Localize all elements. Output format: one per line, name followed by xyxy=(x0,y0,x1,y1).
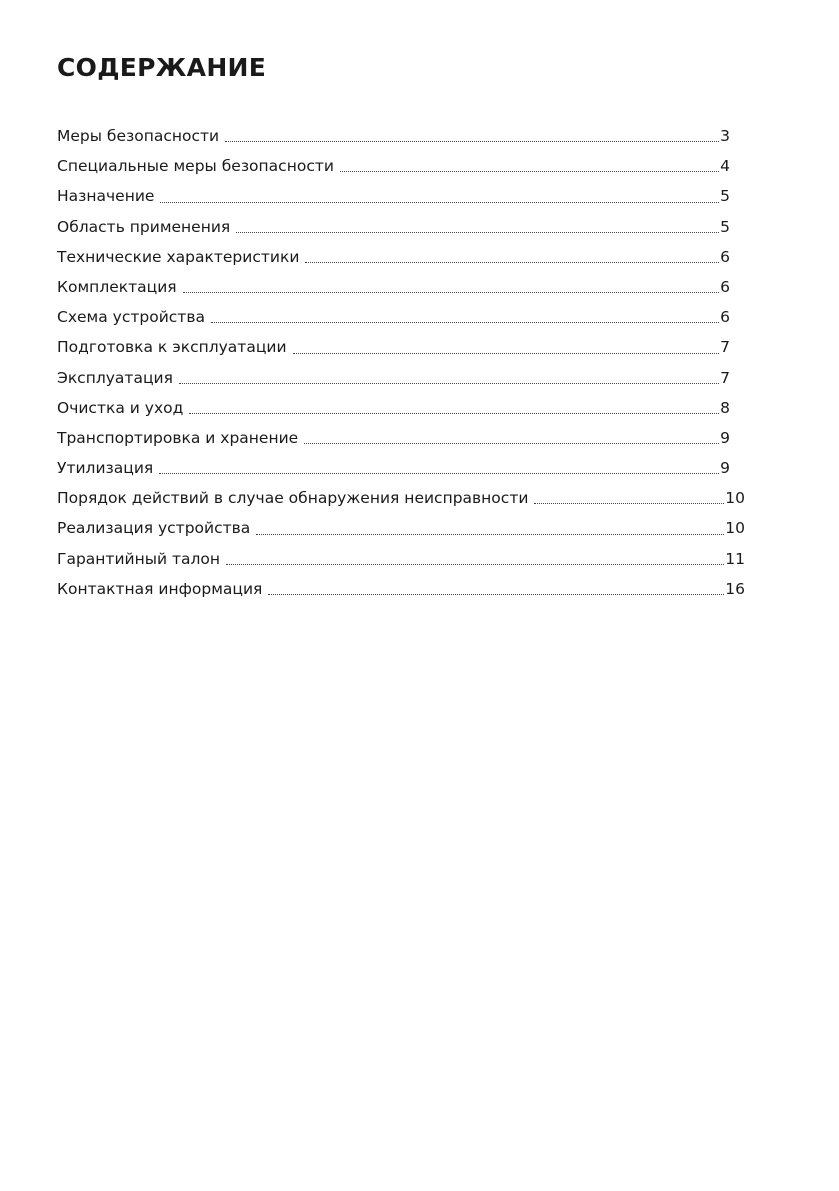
toc-page-number: 7 xyxy=(720,338,730,357)
toc-entry-11 xyxy=(57,423,730,453)
toc-entry-5 xyxy=(57,242,730,272)
toc-entry-15 xyxy=(57,544,745,574)
toc-entry-13 xyxy=(57,483,745,513)
toc-dot-leader xyxy=(304,443,719,444)
toc-entry-14 xyxy=(57,513,745,543)
table-of-contents xyxy=(57,121,745,604)
toc-entry-12 xyxy=(57,453,730,483)
toc-entry-label: Контактная информация xyxy=(57,579,263,598)
toc-page-number: 5 xyxy=(720,217,730,236)
toc-page-number: 5 xyxy=(720,187,730,206)
toc-page-number: 8 xyxy=(720,398,730,417)
toc-page-number: 10 xyxy=(725,519,745,538)
toc-dot-leader xyxy=(179,383,719,384)
toc-dot-leader xyxy=(183,292,720,293)
toc-dot-leader xyxy=(305,262,719,263)
toc-dot-leader xyxy=(160,202,719,203)
toc-entry-label: Специальные меры безопасности xyxy=(57,157,334,176)
toc-dot-leader xyxy=(256,534,724,535)
toc-dot-leader xyxy=(534,503,724,504)
toc-page-number: 4 xyxy=(720,157,730,176)
toc-entry-label: Область применения xyxy=(57,217,231,236)
toc-entry-label: Схема устройства xyxy=(57,308,205,327)
toc-entry-6 xyxy=(57,272,730,302)
toc-entry-label: Назначение xyxy=(57,187,155,206)
toc-entry-label: Комплектация xyxy=(57,277,177,296)
toc-entry-label: Транспортировка и хранение xyxy=(57,428,299,447)
page-title: СОДЕРЖАНИЕ xyxy=(57,53,267,82)
toc-dot-leader xyxy=(189,413,719,414)
toc-dot-leader xyxy=(226,564,724,565)
toc-page-number: 9 xyxy=(720,459,730,478)
toc-dot-leader xyxy=(293,353,720,354)
toc-entry-label: Меры безопасности xyxy=(57,127,220,145)
toc-entry-9 xyxy=(57,363,730,393)
toc-entry-4 xyxy=(57,212,730,242)
toc-entry-label: Реализация устройства xyxy=(57,519,251,538)
toc-dot-leader xyxy=(159,473,719,474)
toc-entry-8 xyxy=(57,332,730,362)
toc-dot-leader xyxy=(236,232,719,233)
toc-dot-leader xyxy=(211,322,719,323)
toc-page-number: 7 xyxy=(720,368,730,387)
toc-entry-label: Очистка и уход xyxy=(57,398,184,417)
toc-page-number: 6 xyxy=(720,247,730,266)
toc-dot-leader xyxy=(340,171,719,172)
toc-dot-leader xyxy=(268,594,724,595)
toc-entry-label: Гарантийный талон xyxy=(57,549,221,568)
toc-page-number: 9 xyxy=(720,428,730,447)
toc-page-number: 6 xyxy=(720,308,730,327)
toc-entry-label: Утилизация xyxy=(57,459,154,478)
toc-entry-7 xyxy=(57,302,730,332)
toc-entry-label: Технические характеристики xyxy=(57,247,300,266)
toc-entry-label: Эксплуатация xyxy=(57,368,173,387)
toc-entry-3 xyxy=(57,181,730,211)
toc-entry-1 xyxy=(57,121,730,151)
toc-entry-2 xyxy=(57,151,730,181)
toc-entry-label: Порядок действий в случае обнаружения неисправности xyxy=(57,489,529,508)
toc-page-number: 11 xyxy=(725,549,745,568)
toc-entry-label: Подготовка к эксплуатации xyxy=(57,338,287,357)
toc-dot-leader xyxy=(225,141,719,142)
toc-page-number: 10 xyxy=(725,489,745,508)
toc-page-number: 6 xyxy=(720,277,730,296)
toc-entry-16 xyxy=(57,574,745,604)
toc-page-number: 3 xyxy=(720,127,730,145)
toc-entry-10 xyxy=(57,393,730,423)
toc-page-number: 16 xyxy=(725,579,745,598)
